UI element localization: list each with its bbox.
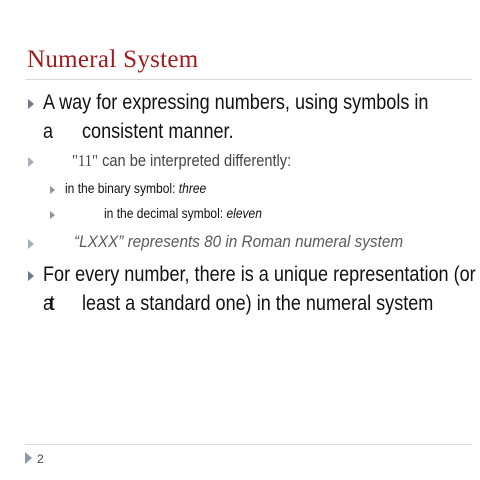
- bullet-4-line-2a: at: [43, 292, 52, 315]
- sub-bullet-decimal-text: in the decimal symbol:: [104, 205, 227, 221]
- sub-bullet-binary: [65, 180, 206, 196]
- bullet-4-line-1: For every number, there is a unique representation (or: [43, 263, 476, 286]
- bullet-1-line-2a: a: [43, 120, 54, 143]
- bullet-3-text: “LXXX” represents 80 in Roman numeral system: [74, 232, 404, 251]
- bullet-1-line-1: A way for expressing numbers, using symbols in: [43, 91, 429, 114]
- bullet-2-body: can be interpreted differently:: [98, 151, 292, 170]
- bullet-1-line-2b: consistent manner.: [82, 120, 234, 143]
- bullet-2-text: [72, 151, 291, 171]
- sub-bullet-binary-emph: three: [178, 180, 207, 196]
- title-divider: [25, 79, 472, 80]
- slide-title: Numeral System: [27, 46, 199, 73]
- bullet-arrow-icon: [28, 157, 34, 167]
- bullet-arrow-icon: [28, 271, 34, 281]
- quoted-eleven: "11": [72, 151, 99, 170]
- sub-bullet-arrow-icon: [50, 211, 55, 219]
- footer-arrow-icon: [25, 452, 32, 464]
- bullet-arrow-icon: [28, 99, 34, 109]
- page-number: 2: [37, 452, 44, 466]
- bullet-4-line-2b: least a standard one) in the numeral system: [82, 292, 434, 315]
- sub-bullet-binary-text: in the binary symbol:: [65, 180, 179, 196]
- sub-bullet-decimal-emph: eleven: [226, 205, 262, 221]
- sub-bullet-decimal: [104, 205, 262, 221]
- bullet-arrow-icon: [28, 239, 34, 249]
- sub-bullet-arrow-icon: [50, 186, 55, 194]
- footer-divider: [25, 444, 472, 445]
